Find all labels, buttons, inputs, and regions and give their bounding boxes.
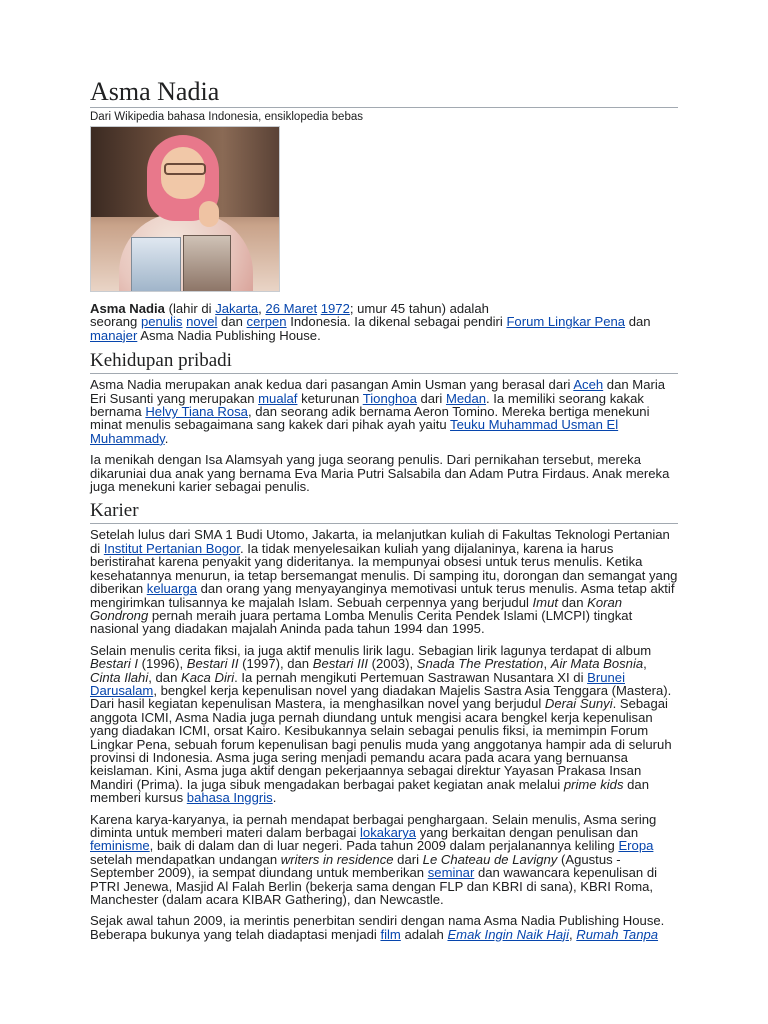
text: , bengkel kerja kepenulisan novel yang diadakan Majelis Sastra Asia Tenggara (Mastera). Dari hasil kegiatan kepenulisan Mastera, ia menghasilkan novel yang berjudul — [90, 682, 672, 712]
paragraph: Ia menikah dengan Isa Alamsyah yang juga seorang penulis. Dari pernikahan tersebut, mereka dikaruniai dua anak yang bernama Eva Maria Putri Salsabila dan Adam Putra Firdaus. Anak mereka juga menekuni karier sebagai penulis. — [90, 452, 670, 495]
article — [90, 0, 678, 941]
link-lokakarya[interactable]: lokakarya — [360, 825, 417, 840]
italic-title: Imut — [532, 594, 558, 610]
text: keturunan — [297, 390, 363, 406]
page-title: Asma Nadia — [90, 78, 678, 108]
text: , — [643, 656, 647, 672]
text: (lahir di — [164, 301, 216, 316]
paragraph — [90, 528, 678, 635]
text: dan wawancara kepenulisan di PTRI Jenewa, Masjid Al Falah Berlin (bekerja sama dengan FLP dan KBRI di sana), KBRI Roma, Manchester (dalam acara KIBAR Gathering), dan Newcastle. — [90, 865, 658, 908]
link-seminar[interactable]: seminar — [427, 865, 475, 881]
link-mualaf[interactable]: mualaf — [258, 390, 298, 406]
text: dan memberi kursus — [90, 776, 649, 806]
italic-title: Le Chateau de Lavigny — [422, 851, 558, 867]
link-novel[interactable]: novel — [186, 314, 218, 330]
text: setelah mendapatkan undangan — [90, 851, 281, 867]
text: , — [568, 926, 577, 942]
text: . — [164, 430, 169, 446]
paragraph — [90, 914, 678, 941]
paragraph — [90, 378, 678, 445]
italic-title: Snada The Prestation — [416, 656, 544, 672]
italic-title: prime kids — [563, 776, 624, 792]
text: . Ia memiliki seorang kakak bernama — [90, 390, 644, 420]
text: adalah — [400, 926, 448, 942]
text: ; umur 45 tahun) adalah — [349, 301, 489, 316]
italic-title: Air Mata Bosnia — [550, 656, 644, 672]
link-helvy-tiana-rosa[interactable]: Helvy Tiana Rosa — [145, 404, 248, 420]
text: , — [258, 301, 266, 316]
text: (1997), dan — [238, 656, 313, 672]
portrait-photo[interactable] — [90, 126, 280, 292]
link-feminisme[interactable]: feminisme — [90, 838, 150, 854]
text: . — [272, 790, 277, 806]
text: Indonesia. Ia dikenal sebagai pendiri — [286, 314, 507, 330]
section-heading-personal-life: Kehidupan pribadi — [90, 350, 678, 374]
link-keluarga[interactable]: keluarga — [146, 581, 198, 597]
text: pernah meraih juara pertama Lomba Menulis Cerita Pendek Islami (LMCPI) tingkat nasional yang diadakan majalah Aninda pada tahun 1994 dan 1995. — [90, 607, 633, 637]
text: , dan — [148, 669, 181, 685]
text: . Ia pernah mengikuti Pertemuan Sastrawan Nusantara XI di — [234, 669, 588, 685]
link-tionghoa[interactable]: Tionghoa — [362, 390, 417, 406]
link-birth-year[interactable]: 1972 — [320, 301, 350, 316]
link-jakarta[interactable]: Jakarta — [215, 301, 259, 316]
text: , — [543, 656, 551, 672]
italic-title: writers in residence — [280, 851, 394, 867]
text: Asma Nadia merupakan anak kedua dari pasangan Amin Usman yang berasal dari — [90, 377, 574, 393]
text: dan — [625, 314, 651, 330]
text: (1996), — [138, 656, 187, 672]
site-subtitle: Dari Wikipedia bahasa Indonesia, ensiklopedia bebas — [90, 111, 363, 123]
text: dan — [558, 594, 588, 610]
paragraph — [90, 813, 678, 907]
link-cerpen[interactable]: cerpen — [246, 314, 287, 330]
link-manajer[interactable]: manajer — [90, 327, 138, 343]
text: dan — [217, 314, 247, 330]
text: dari — [416, 390, 446, 406]
link-aceh[interactable]: Aceh — [573, 377, 604, 393]
text: , baik di dalam dan di luar negeri. Pada tahun 2009 dalam perjalanannya keliling — [149, 838, 619, 854]
italic-title: Kaca Diri — [181, 669, 235, 685]
text: Selain menulis cerita fiksi, ia juga aktif menulis lirik lagu. Sebagian lirik lagunya terdapat di album — [90, 642, 652, 658]
text: . Ia tidak menyelesaikan kuliah yang dijalaninya, karena ia harus beristirahat karena penyakit yang dideritanya. Ia mempunyai obsesi untuk terus menulis. Ketika kesehatannya menurun, ia tetap bersemangat menulis. Di samping itu, dorongan dan semangat yang diberikan — [90, 540, 678, 597]
text: seorang — [90, 314, 141, 330]
link-rumah-tanpa[interactable]: Rumah Tanpa — [576, 926, 659, 942]
italic-title: Bestari III — [312, 656, 369, 672]
link-bahasa-inggris[interactable]: bahasa Inggris — [186, 790, 273, 806]
paragraph — [90, 644, 678, 805]
link-institut-pertanian-bogor[interactable]: Institut Pertanian Bogor — [103, 540, 240, 556]
text: (2003), — [368, 656, 417, 672]
italic-title: Bestari I — [90, 656, 139, 672]
text: dan orang yang menyayanginya memotivasi untuk terus menulis. Asma tetap aktif mengirimkan tulisannya ke majalah Islam. Sebuah cerpennya yang berjudul — [90, 581, 675, 610]
text: yang berkaitan dengan penulisan dan — [416, 825, 639, 840]
subject-name: Asma Nadia — [90, 301, 165, 316]
link-birth-date[interactable]: 26 Maret — [265, 301, 318, 316]
text: dan Maria Eri Susanti yang merupakan — [90, 377, 666, 406]
text: dari — [393, 851, 423, 867]
link-teuku-muhammad-usman[interactable]: Teuku Muhammad Usman El Muhammady — [90, 417, 619, 446]
section-heading-career: Karier — [90, 500, 678, 524]
lead-paragraph — [90, 302, 678, 342]
text: Sejak awal tahun 2009, ia merintis penerbitan sendiri dengan nama Asma Nadia Publishing House. Beberapa bukunya yang telah diadaptasi menjadi — [90, 913, 665, 942]
italic-title: Koran Gondrong — [90, 594, 623, 623]
italic-title: Bestari II — [186, 656, 239, 672]
text: . Sebagai anggota ICMI, Asma Nadia juga pernah diundang untuk mengisi acara bengkel kerja kepenulisan yang diadakan ICMI, orsat Kairo. Kesibukannya selain sebagai penulis fiksi, ia memimpin Forum Lingkar Pena, sebuah forum kepenulisan bagi penulis muda yang anggotanya hampir ada di seluruh provinsi di Indonesia. Asma juga sering menjadi pemandu acara pada acara yang bernuansa keislaman. Kini, Asma juga aktif dengan pekerjaannya sebagai direktur Yayasan Prakasa Insan Mandiri (Prima). Ia juga sibuk mengadakan berbagai paket kegiatan anak melalui — [90, 696, 672, 792]
link-penulis[interactable]: penulis — [140, 314, 183, 330]
text: Asma Nadia Publishing House. — [137, 327, 321, 343]
text: , dan seorang adik bernama Aeron Tomino. Mereka bertiga menekuni minat menulis sebagaimana sang kakek dari pihak ayah yaitu — [90, 404, 650, 433]
text: (Agustus - September 2009), ia sempat diundang untuk memberikan — [90, 851, 621, 881]
link-emak-ingin-naik-haji[interactable]: Emak Ingin Naik Haji — [447, 926, 569, 942]
italic-title: Cinta Ilahi — [90, 669, 149, 685]
text: Karena karya-karyanya, ia pernah mendapat berbagai penghargaan. Selain menulis, Asma sering diminta untuk memberi materi dalam berbagai — [90, 811, 657, 840]
link-medan[interactable]: Medan — [445, 390, 487, 406]
link-brunei-darusalam[interactable]: Brunei Darusalam — [90, 669, 625, 698]
link-eropa[interactable]: Eropa — [618, 838, 654, 854]
link-film[interactable]: film — [380, 926, 401, 942]
link-forum-lingkar-pena[interactable]: Forum Lingkar Pena — [506, 314, 626, 330]
italic-title: Derai Sunyi — [544, 696, 613, 712]
text: Setelah lulus dari SMA 1 Budi Utomo, Jakarta, ia melanjutkan kuliah di Fakultas Teknologi Pertanian di — [90, 527, 670, 556]
